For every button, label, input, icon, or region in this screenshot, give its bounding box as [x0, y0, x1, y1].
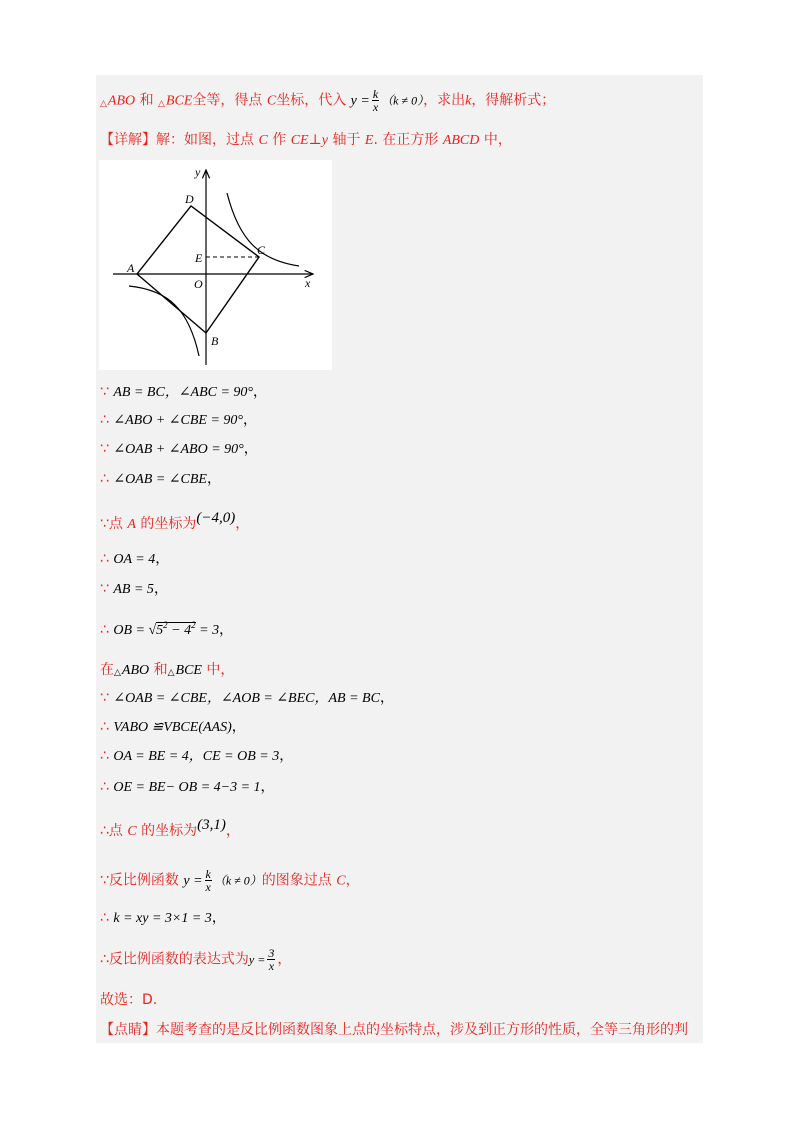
detail-text5: 中，	[483, 132, 512, 148]
step-2	[100, 410, 257, 431]
sqrt-radicand	[156, 622, 195, 638]
therefore-symbol: ∴	[100, 951, 109, 968]
y-eq-3: y =	[248, 952, 266, 967]
detail-e: E	[364, 133, 374, 148]
step-tail: ，	[242, 412, 257, 428]
ob-expr: OB = √	[113, 623, 157, 638]
because-symbol: ∵	[100, 516, 109, 532]
intro-text4: ，得解析式；	[471, 92, 556, 109]
point-c-3: C	[336, 873, 346, 889]
step2-1	[100, 688, 394, 709]
label-o: O	[194, 277, 203, 291]
because-symbol: ∵	[100, 581, 109, 597]
step-4	[100, 469, 221, 490]
step-tail: ，	[235, 516, 250, 532]
step2-4	[100, 777, 275, 798]
because-symbol: ∵	[100, 872, 109, 889]
therefore-symbol: ∴	[100, 471, 109, 487]
step-3	[100, 439, 258, 460]
step-tail: ，	[225, 823, 240, 839]
k-var: k	[465, 93, 472, 109]
inverse-line-2	[100, 947, 291, 972]
step-8	[100, 615, 233, 641]
coord-c: (3,1)	[197, 817, 226, 833]
detail-c: C	[258, 133, 268, 148]
therefore-symbol: ∴	[100, 779, 109, 795]
step-tail: ，	[231, 719, 246, 735]
y-eq: y =	[350, 93, 370, 109]
intro-text1: 全等，得点	[192, 92, 263, 109]
therefore-symbol: ∴	[100, 823, 109, 839]
step-expr: ∠OAB = ∠CBE，∠AOB = ∠BEC，AB = BC	[113, 691, 380, 706]
zai-line: 在△ABO 和△BCE 中，	[100, 662, 235, 678]
detail-text: 解：如图，过点	[156, 132, 254, 148]
step-tail: ，	[219, 622, 234, 638]
k-over-x-fraction	[372, 88, 379, 113]
step-pre: 点	[108, 823, 123, 839]
step-expr: AB = BC，∠ABC = 90°	[113, 385, 254, 400]
frac-num: k	[372, 87, 379, 101]
inverse-mid: 的图象过点	[261, 872, 332, 889]
step-6	[100, 549, 169, 570]
label-c: C	[257, 243, 266, 257]
step-tail: ，	[155, 551, 170, 567]
because-symbol: ∵	[100, 384, 109, 400]
step-mid: 的坐标为	[141, 823, 198, 839]
comment-tag: 【点睛】	[100, 1022, 156, 1038]
intro-text2: 坐标，代入	[276, 92, 347, 109]
step-tail: ，	[345, 872, 360, 889]
k-condition: （k ≠ 0）	[381, 93, 424, 108]
point-c-2: C	[127, 824, 137, 839]
intro-text3: ，求出	[423, 92, 466, 109]
tri-bce: BCE	[165, 93, 193, 109]
comment-text: 本题考查的是反比例函数图象上点的坐标特点，涉及到正方形的性质，全等三角形的判	[156, 1022, 688, 1038]
step-tail: ，	[260, 779, 275, 795]
radicand-4: − 4	[167, 623, 192, 638]
detail-line	[100, 130, 512, 151]
therefore-symbol: ∴	[100, 748, 109, 764]
therefore-symbol: ∴	[100, 719, 109, 735]
step-5	[100, 508, 249, 535]
step-mid: 的坐标为	[140, 516, 197, 532]
step-expr: ∠OAB + ∠ABO = 90°	[113, 442, 244, 457]
step2-2	[100, 717, 246, 738]
intro-line: △ABO 和 △BCE全等，得点 C坐标，代入 y = $\frac{k}{x}$ （k ≠ 0），求出k，得解析式；	[100, 87, 556, 114]
y-eq-2: y =	[183, 873, 203, 889]
k-line	[100, 908, 226, 929]
step-7	[100, 579, 168, 600]
step-tail: ，	[253, 384, 268, 400]
inverse-pre-2: 反比例函数的表达式为	[108, 951, 249, 968]
detail-tag: 【详解】	[100, 132, 156, 148]
he-text-2: 和	[153, 662, 168, 678]
therefore-symbol: ∴	[100, 412, 109, 428]
step-tail: ，	[153, 581, 168, 597]
frac-den: x	[372, 100, 379, 114]
ob-result: = 3	[195, 623, 220, 638]
hyperbola-branch-2	[129, 286, 199, 356]
label-y: y	[195, 165, 201, 179]
step-tail: ，	[243, 441, 258, 457]
frac-num: 3	[268, 946, 275, 960]
zai-text: 在	[100, 662, 114, 678]
step-pre: 点	[108, 516, 123, 532]
step2-3	[100, 746, 293, 767]
label-x: x	[305, 276, 311, 290]
step-tail: ，	[211, 910, 226, 926]
geometry-figure	[99, 160, 332, 370]
inverse-pre: 反比例函数	[108, 872, 179, 889]
detail-text3: 轴于	[332, 132, 361, 148]
frac-den: x	[268, 959, 275, 973]
detail-text2: 作	[272, 132, 287, 148]
step-tail: ，	[379, 690, 394, 706]
label-d: D	[185, 192, 194, 206]
exp-2a: 2	[163, 620, 168, 630]
label-b: B	[211, 334, 219, 348]
detail-ce: CE⊥y	[290, 133, 328, 148]
comment-line	[100, 1020, 688, 1040]
detail-text4: . 在正方形	[373, 132, 439, 148]
step-tail: ，	[206, 471, 221, 487]
because-symbol: ∵	[100, 441, 109, 457]
step-tail: ，	[277, 951, 292, 968]
step-tail: ，	[279, 748, 294, 764]
coord-a: (−4,0)	[196, 510, 236, 526]
three-over-x-fraction	[267, 947, 275, 972]
step2-5	[100, 815, 240, 842]
point-a: A	[127, 517, 136, 532]
label-a: A	[127, 261, 135, 275]
square-abcd	[137, 206, 259, 333]
tri-bce-2: BCE	[175, 663, 202, 678]
step-expr: OA = BE = 4，CE = OB = 3	[113, 749, 280, 764]
inverse-line-1	[100, 868, 360, 893]
detail-abcd: ABCD	[442, 133, 480, 148]
he-text: 和	[139, 92, 154, 109]
therefore-symbol: ∴	[100, 622, 109, 638]
therefore-symbol: ∴	[100, 910, 109, 926]
k-condition-2: （k ≠ 0）	[213, 873, 262, 888]
label-e: E	[195, 251, 203, 265]
therefore-symbol: ∴	[100, 551, 109, 567]
tri-abo: ABO	[107, 93, 136, 109]
frac-num: k	[205, 867, 211, 881]
k-expr: k = xy = 3×1 = 3	[113, 911, 212, 926]
answer-line: 故选：D.	[100, 992, 158, 1008]
step-expr: ∠OAB = ∠CBE	[113, 472, 207, 487]
step-expr: AB = 5	[113, 582, 154, 597]
because-symbol: ∵	[100, 690, 109, 706]
zhong-text: 中，	[206, 662, 235, 678]
step-expr: ∠ABO + ∠CBE = 90°	[113, 413, 243, 428]
frac-den: x	[205, 880, 211, 894]
step-expr: OA = 4	[113, 552, 156, 567]
exp-2b: 2	[191, 620, 196, 630]
point-c: C	[266, 93, 277, 109]
step-expr: OE = BE− OB = 4−3 = 1	[113, 780, 261, 795]
k-over-x-fraction-2	[205, 868, 212, 893]
tri-abo-2: ABO	[121, 663, 150, 678]
step-1	[100, 382, 267, 403]
radicand-5: 5	[156, 623, 164, 638]
step-expr: VABO ≌VBCE(AAS)	[113, 720, 232, 735]
figure-svg	[99, 160, 332, 370]
